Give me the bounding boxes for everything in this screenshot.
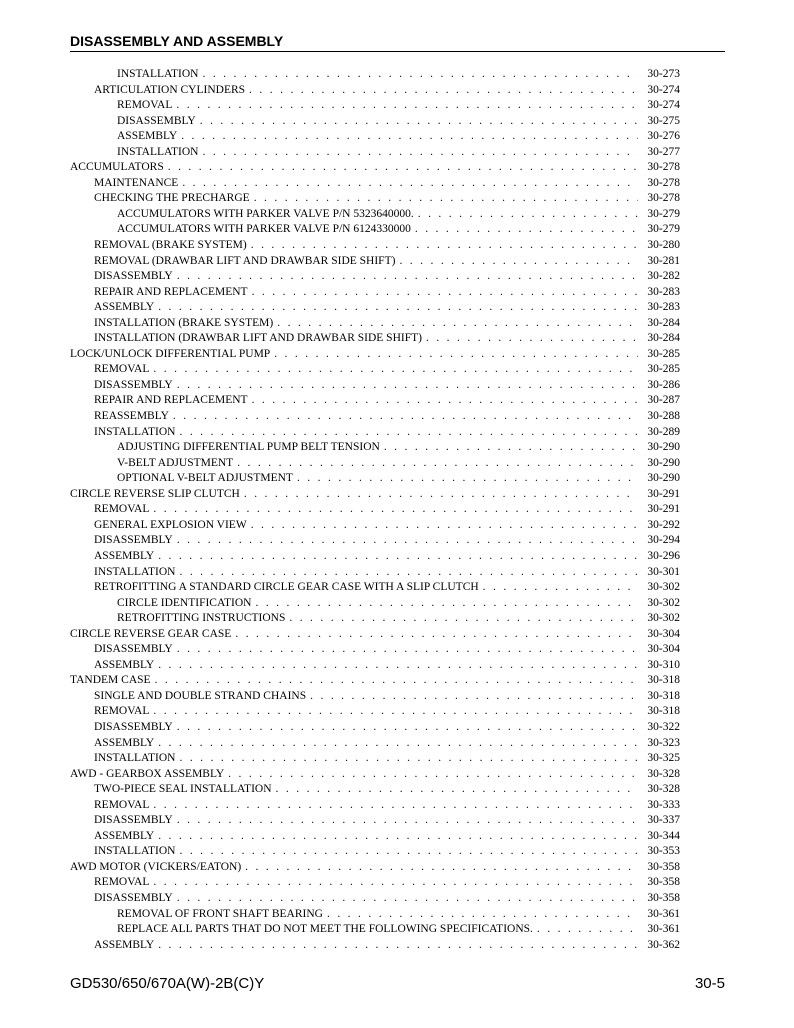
toc-entry[interactable] <box>70 362 680 378</box>
dot-leader <box>418 207 638 223</box>
dot-leader <box>158 300 638 316</box>
dot-leader <box>235 627 638 643</box>
toc-entry[interactable] <box>70 98 680 114</box>
toc-entry-title: DISASSEMBLY <box>94 270 173 283</box>
toc-entry-page: 30-277 <box>647 145 680 158</box>
toc-entry-title: OPTIONAL V-BELT ADJUSTMENT <box>117 472 293 485</box>
dot-leader <box>158 549 638 565</box>
toc-entry-title: ACCUMULATORS <box>70 161 164 174</box>
dot-leader <box>249 83 638 99</box>
toc-entry-title: REMOVAL <box>94 503 150 516</box>
toc-entry[interactable] <box>70 689 680 705</box>
toc-entry-page: 30-302 <box>647 596 680 609</box>
toc-entry-title: RETROFITTING INSTRUCTIONS <box>117 612 286 625</box>
toc-entry-page: 30-302 <box>647 612 680 625</box>
toc-entry-title: REASSEMBLY <box>94 410 169 423</box>
toc-entry[interactable] <box>70 658 680 674</box>
toc-entry[interactable] <box>70 129 680 145</box>
dot-leader <box>177 533 638 549</box>
toc-entry[interactable] <box>70 922 680 938</box>
toc-entry-page: 30-292 <box>647 518 680 531</box>
toc-entry[interactable] <box>70 891 680 907</box>
toc-entry-title: DISASSEMBLY <box>94 534 173 547</box>
dot-leader <box>237 456 638 472</box>
toc-entry-page: 30-302 <box>647 581 680 594</box>
toc-entry[interactable] <box>70 440 680 456</box>
toc-entry-page: 30-288 <box>647 410 680 423</box>
toc-entry-page: 30-318 <box>647 705 680 718</box>
dot-leader <box>181 129 638 145</box>
toc-entry-page: 30-362 <box>647 938 680 951</box>
dot-leader <box>399 254 638 270</box>
toc-entry[interactable] <box>70 844 680 860</box>
dot-leader <box>483 580 638 596</box>
toc-entry-title: SINGLE AND DOUBLE STRAND CHAINS <box>94 689 307 702</box>
toc-entry-page: 30-325 <box>647 752 680 765</box>
dot-leader <box>153 362 638 378</box>
toc-entry-page: 30-344 <box>647 829 680 842</box>
toc-entry[interactable] <box>70 409 680 425</box>
toc-entry-page: 30-283 <box>647 301 680 314</box>
toc-entry-page: 30-328 <box>647 767 680 780</box>
toc-entry-page: 30-290 <box>647 472 680 485</box>
toc-entry[interactable] <box>70 207 680 223</box>
toc-entry-page: 30-294 <box>647 534 680 547</box>
toc-entry[interactable] <box>70 300 680 316</box>
toc-entry-page: 30-318 <box>647 674 680 687</box>
toc-entry-title: REMOVAL <box>94 876 150 889</box>
toc-entry-title: DISASSEMBLY <box>94 720 173 733</box>
toc-entry-title: INSTALLATION (BRAKE SYSTEM) <box>94 316 274 329</box>
dot-leader <box>276 782 638 798</box>
toc-entry-page: 30-276 <box>647 130 680 143</box>
toc-entry-page: 30-291 <box>647 487 680 500</box>
toc-entry-title: AWD MOTOR (VICKERS/EATON) <box>70 860 242 873</box>
toc-entry[interactable] <box>70 518 680 534</box>
toc-entry-title: LOCK/UNLOCK DIFFERENTIAL PUMP <box>70 347 271 360</box>
toc-entry-page: 30-328 <box>647 783 680 796</box>
dot-leader <box>202 67 638 83</box>
toc-entry[interactable] <box>70 269 680 285</box>
dot-leader <box>173 409 638 425</box>
dot-leader <box>177 378 638 394</box>
toc-entry-page: 30-273 <box>647 68 680 80</box>
dot-leader <box>537 922 638 938</box>
toc-entry-page: 30-285 <box>647 363 680 376</box>
dot-leader <box>177 891 638 907</box>
dot-leader <box>202 145 638 161</box>
toc-entry-page: 30-337 <box>647 814 680 827</box>
toc-entry-title: REMOVAL (DRAWBAR LIFT AND DRAWBAR SIDE SHIFT) <box>94 254 396 267</box>
toc-entry-title: ACCUMULATORS WITH PARKER VALVE P/N 5323640000. <box>117 207 414 220</box>
toc-entry[interactable] <box>70 487 680 503</box>
dot-leader <box>252 285 638 301</box>
dot-leader <box>182 176 638 192</box>
toc-entry-page: 30-274 <box>647 99 680 112</box>
toc-entry[interactable] <box>70 736 680 752</box>
toc-entry-title: REMOVAL (BRAKE SYSTEM) <box>94 239 247 252</box>
toc-entry-title: DISASSEMBLY <box>94 814 173 827</box>
toc-entry-title: ASSEMBLY <box>94 938 155 951</box>
dot-leader <box>158 736 638 752</box>
dot-leader <box>251 518 638 534</box>
toc-entry[interactable] <box>70 347 680 363</box>
dot-leader <box>228 767 638 783</box>
toc-entry-page: 30-322 <box>647 720 680 733</box>
toc-entry-title: CHECKING THE PRECHARGE <box>94 192 250 205</box>
dot-leader <box>384 440 638 456</box>
toc-entry-title: ASSEMBLY <box>94 658 155 671</box>
toc-entry[interactable] <box>70 875 680 891</box>
toc-entry[interactable] <box>70 471 680 487</box>
toc-entry-page: 30-289 <box>647 425 680 438</box>
dot-leader <box>244 487 638 503</box>
toc-entry-title: DISASSEMBLY <box>94 643 173 656</box>
toc-entry-title: ASSEMBLY <box>94 301 155 314</box>
toc-entry[interactable] <box>70 627 680 643</box>
toc-entry-page: 30-283 <box>647 285 680 298</box>
toc-entry[interactable] <box>70 145 680 161</box>
toc-entry[interactable] <box>70 860 680 876</box>
table-of-contents <box>70 67 680 953</box>
toc-entry-page: 30-278 <box>647 161 680 174</box>
toc-entry-title: REMOVAL <box>94 705 150 718</box>
dot-leader <box>274 347 638 363</box>
toc-entry[interactable] <box>70 502 680 518</box>
dot-leader <box>176 98 638 114</box>
toc-entry-title: MAINTENANCE <box>94 176 179 189</box>
toc-entry[interactable] <box>70 331 680 347</box>
toc-entry[interactable] <box>70 191 680 207</box>
toc-entry[interactable] <box>70 782 680 798</box>
toc-entry[interactable] <box>70 378 680 394</box>
toc-entry[interactable] <box>70 704 680 720</box>
dot-leader <box>254 191 638 207</box>
dot-leader <box>327 907 638 923</box>
toc-entry-page: 30-290 <box>647 441 680 454</box>
toc-entry-title: GENERAL EXPLOSION VIEW <box>94 518 247 531</box>
toc-entry-page: 30-284 <box>647 332 680 345</box>
toc-entry[interactable] <box>70 580 680 596</box>
toc-entry-page: 30-279 <box>647 207 680 220</box>
toc-entry-page: 30-278 <box>647 176 680 189</box>
toc-entry[interactable] <box>70 673 680 689</box>
toc-entry-page: 30-286 <box>647 378 680 391</box>
toc-entry-page: 30-323 <box>647 736 680 749</box>
toc-entry[interactable] <box>70 425 680 441</box>
dot-leader <box>179 844 638 860</box>
toc-entry-title: RETROFITTING A STANDARD CIRCLE GEAR CASE WITH A SLIP CLUTCH <box>94 581 479 594</box>
toc-entry[interactable] <box>70 565 680 581</box>
toc-entry[interactable] <box>70 393 680 409</box>
dot-leader <box>153 875 638 891</box>
dot-leader <box>179 751 638 767</box>
dot-leader <box>252 393 638 409</box>
toc-entry[interactable] <box>70 596 680 612</box>
toc-entry-page: 30-361 <box>647 907 680 920</box>
toc-entry-title: V-BELT ADJUSTMENT <box>117 456 234 469</box>
toc-entry-page: 30-358 <box>647 876 680 889</box>
toc-entry[interactable] <box>70 222 680 238</box>
toc-entry-page: 30-285 <box>647 347 680 360</box>
toc-entry-page: 30-304 <box>647 627 680 640</box>
toc-entry-title: ADJUSTING DIFFERENTIAL PUMP BELT TENSION <box>117 441 380 454</box>
toc-entry-title: DISASSEMBLY <box>94 891 173 904</box>
toc-entry[interactable] <box>70 938 680 954</box>
toc-entry-title: ACCUMULATORS WITH PARKER VALVE P/N 6124330000 <box>117 223 411 236</box>
dot-leader <box>177 813 638 829</box>
toc-entry[interactable] <box>70 254 680 270</box>
toc-entry-title: REMOVAL <box>94 798 150 811</box>
toc-entry-title: REMOVAL <box>117 99 173 112</box>
toc-entry-page: 30-274 <box>647 83 680 96</box>
toc-entry[interactable] <box>70 114 680 130</box>
dot-leader <box>177 269 638 285</box>
dot-leader <box>153 502 638 518</box>
toc-entry-title: INSTALLATION <box>94 752 176 765</box>
toc-entry-page: 30-280 <box>647 239 680 252</box>
toc-entry[interactable] <box>70 720 680 736</box>
toc-entry-title: INSTALLATION <box>94 845 176 858</box>
toc-entry-page: 30-301 <box>647 565 680 578</box>
dot-leader <box>155 673 638 689</box>
dot-leader <box>168 160 638 176</box>
dot-leader <box>289 611 638 627</box>
toc-entry-page: 30-304 <box>647 643 680 656</box>
dot-leader <box>277 316 638 332</box>
toc-entry[interactable] <box>70 316 680 332</box>
dot-leader <box>179 565 638 581</box>
toc-entry-title: INSTALLATION <box>94 425 176 438</box>
toc-entry-title: ASSEMBLY <box>94 829 155 842</box>
dot-leader <box>177 642 638 658</box>
toc-entry[interactable] <box>70 238 680 254</box>
dot-leader <box>297 471 638 487</box>
toc-entry-title: CIRCLE REVERSE GEAR CASE <box>70 627 232 640</box>
dot-leader <box>153 704 638 720</box>
toc-entry[interactable] <box>70 798 680 814</box>
toc-entry-title: REMOVAL OF FRONT SHAFT BEARING <box>117 907 323 920</box>
dot-leader <box>255 596 638 612</box>
toc-entry-title: INSTALLATION <box>117 68 199 80</box>
toc-entry-page: 30-310 <box>647 658 680 671</box>
toc-entry[interactable] <box>70 751 680 767</box>
toc-entry-page: 30-353 <box>647 845 680 858</box>
toc-entry[interactable] <box>70 642 680 658</box>
toc-entry-page: 30-358 <box>647 891 680 904</box>
toc-entry-title: CIRCLE REVERSE SLIP CLUTCH <box>70 487 240 500</box>
dot-leader <box>251 238 638 254</box>
dot-leader <box>179 425 638 441</box>
toc-entry-title: CIRCLE IDENTIFICATION <box>117 596 252 609</box>
toc-entry-page: 30-275 <box>647 114 680 127</box>
dot-leader <box>426 331 638 347</box>
toc-entry-title: AWD - GEARBOX ASSEMBLY <box>70 767 225 780</box>
page-number: 30-5 <box>694 975 725 992</box>
toc-entry-title: REMOVAL <box>94 363 150 376</box>
toc-entry-title: INSTALLATION (DRAWBAR LIFT AND DRAWBAR SIDE SHIFT) <box>94 332 422 345</box>
toc-entry[interactable] <box>70 67 680 83</box>
toc-entry-title: REPAIR AND REPLACEMENT <box>94 394 248 407</box>
toc-entry[interactable] <box>70 456 680 472</box>
page-footer <box>70 975 725 992</box>
dot-leader <box>177 720 638 736</box>
toc-entry-title: REPLACE ALL PARTS THAT DO NOT MEET THE FOLLOWING SPECIFICATIONS. <box>117 923 533 936</box>
section-header <box>70 33 725 52</box>
toc-entry[interactable] <box>70 767 680 783</box>
toc-entry-page: 30-281 <box>647 254 680 267</box>
toc-entry-title: DISASSEMBLY <box>94 378 173 391</box>
toc-entry[interactable] <box>70 533 680 549</box>
toc-entry-title: DISASSEMBLY <box>117 114 196 127</box>
dot-leader <box>310 689 638 705</box>
toc-entry-page: 30-296 <box>647 549 680 562</box>
toc-entry-page: 30-282 <box>647 270 680 283</box>
dot-leader <box>200 114 638 130</box>
toc-entry[interactable] <box>70 829 680 845</box>
section-title: DISASSEMBLY AND ASSEMBLY <box>70 33 284 49</box>
toc-entry-title: TWO-PIECE SEAL INSTALLATION <box>94 783 272 796</box>
toc-entry[interactable] <box>70 549 680 565</box>
toc-entry-page: 30-361 <box>647 923 680 936</box>
toc-entry-title: ARTICULATION CYLINDERS <box>94 83 246 96</box>
dot-leader <box>158 938 638 954</box>
toc-entry-title: INSTALLATION <box>94 565 176 578</box>
toc-entry-title: ASSEMBLY <box>94 736 155 749</box>
toc-entry-title: REPAIR AND REPLACEMENT <box>94 285 248 298</box>
toc-entry-title: ASSEMBLY <box>94 549 155 562</box>
model-number: GD530/650/670A(W)-2B(C)Y <box>70 975 265 992</box>
dot-leader <box>158 829 638 845</box>
toc-entry-page: 30-290 <box>647 456 680 469</box>
toc-entry-page: 30-358 <box>647 860 680 873</box>
toc-entry-page: 30-278 <box>647 192 680 205</box>
toc-entry-page: 30-291 <box>647 503 680 516</box>
dot-leader <box>158 658 638 674</box>
toc-entry-title: TANDEM CASE <box>70 674 151 687</box>
dot-leader <box>245 860 638 876</box>
dot-leader <box>415 222 638 238</box>
toc-entry[interactable] <box>70 611 680 627</box>
toc-entry[interactable] <box>70 907 680 923</box>
toc-entry-title: ASSEMBLY <box>117 130 178 143</box>
toc-entry-page: 30-284 <box>647 316 680 329</box>
toc-entry[interactable] <box>70 813 680 829</box>
toc-entry[interactable] <box>70 83 680 99</box>
toc-entry-title: INSTALLATION <box>117 145 199 158</box>
toc-entry[interactable] <box>70 285 680 301</box>
toc-entry-page: 30-279 <box>647 223 680 236</box>
dot-leader <box>153 798 638 814</box>
toc-entry[interactable] <box>70 160 680 176</box>
toc-entry-page: 30-287 <box>647 394 680 407</box>
toc-entry-page: 30-318 <box>647 689 680 702</box>
toc-entry[interactable] <box>70 176 680 192</box>
toc-entry-page: 30-333 <box>647 798 680 811</box>
